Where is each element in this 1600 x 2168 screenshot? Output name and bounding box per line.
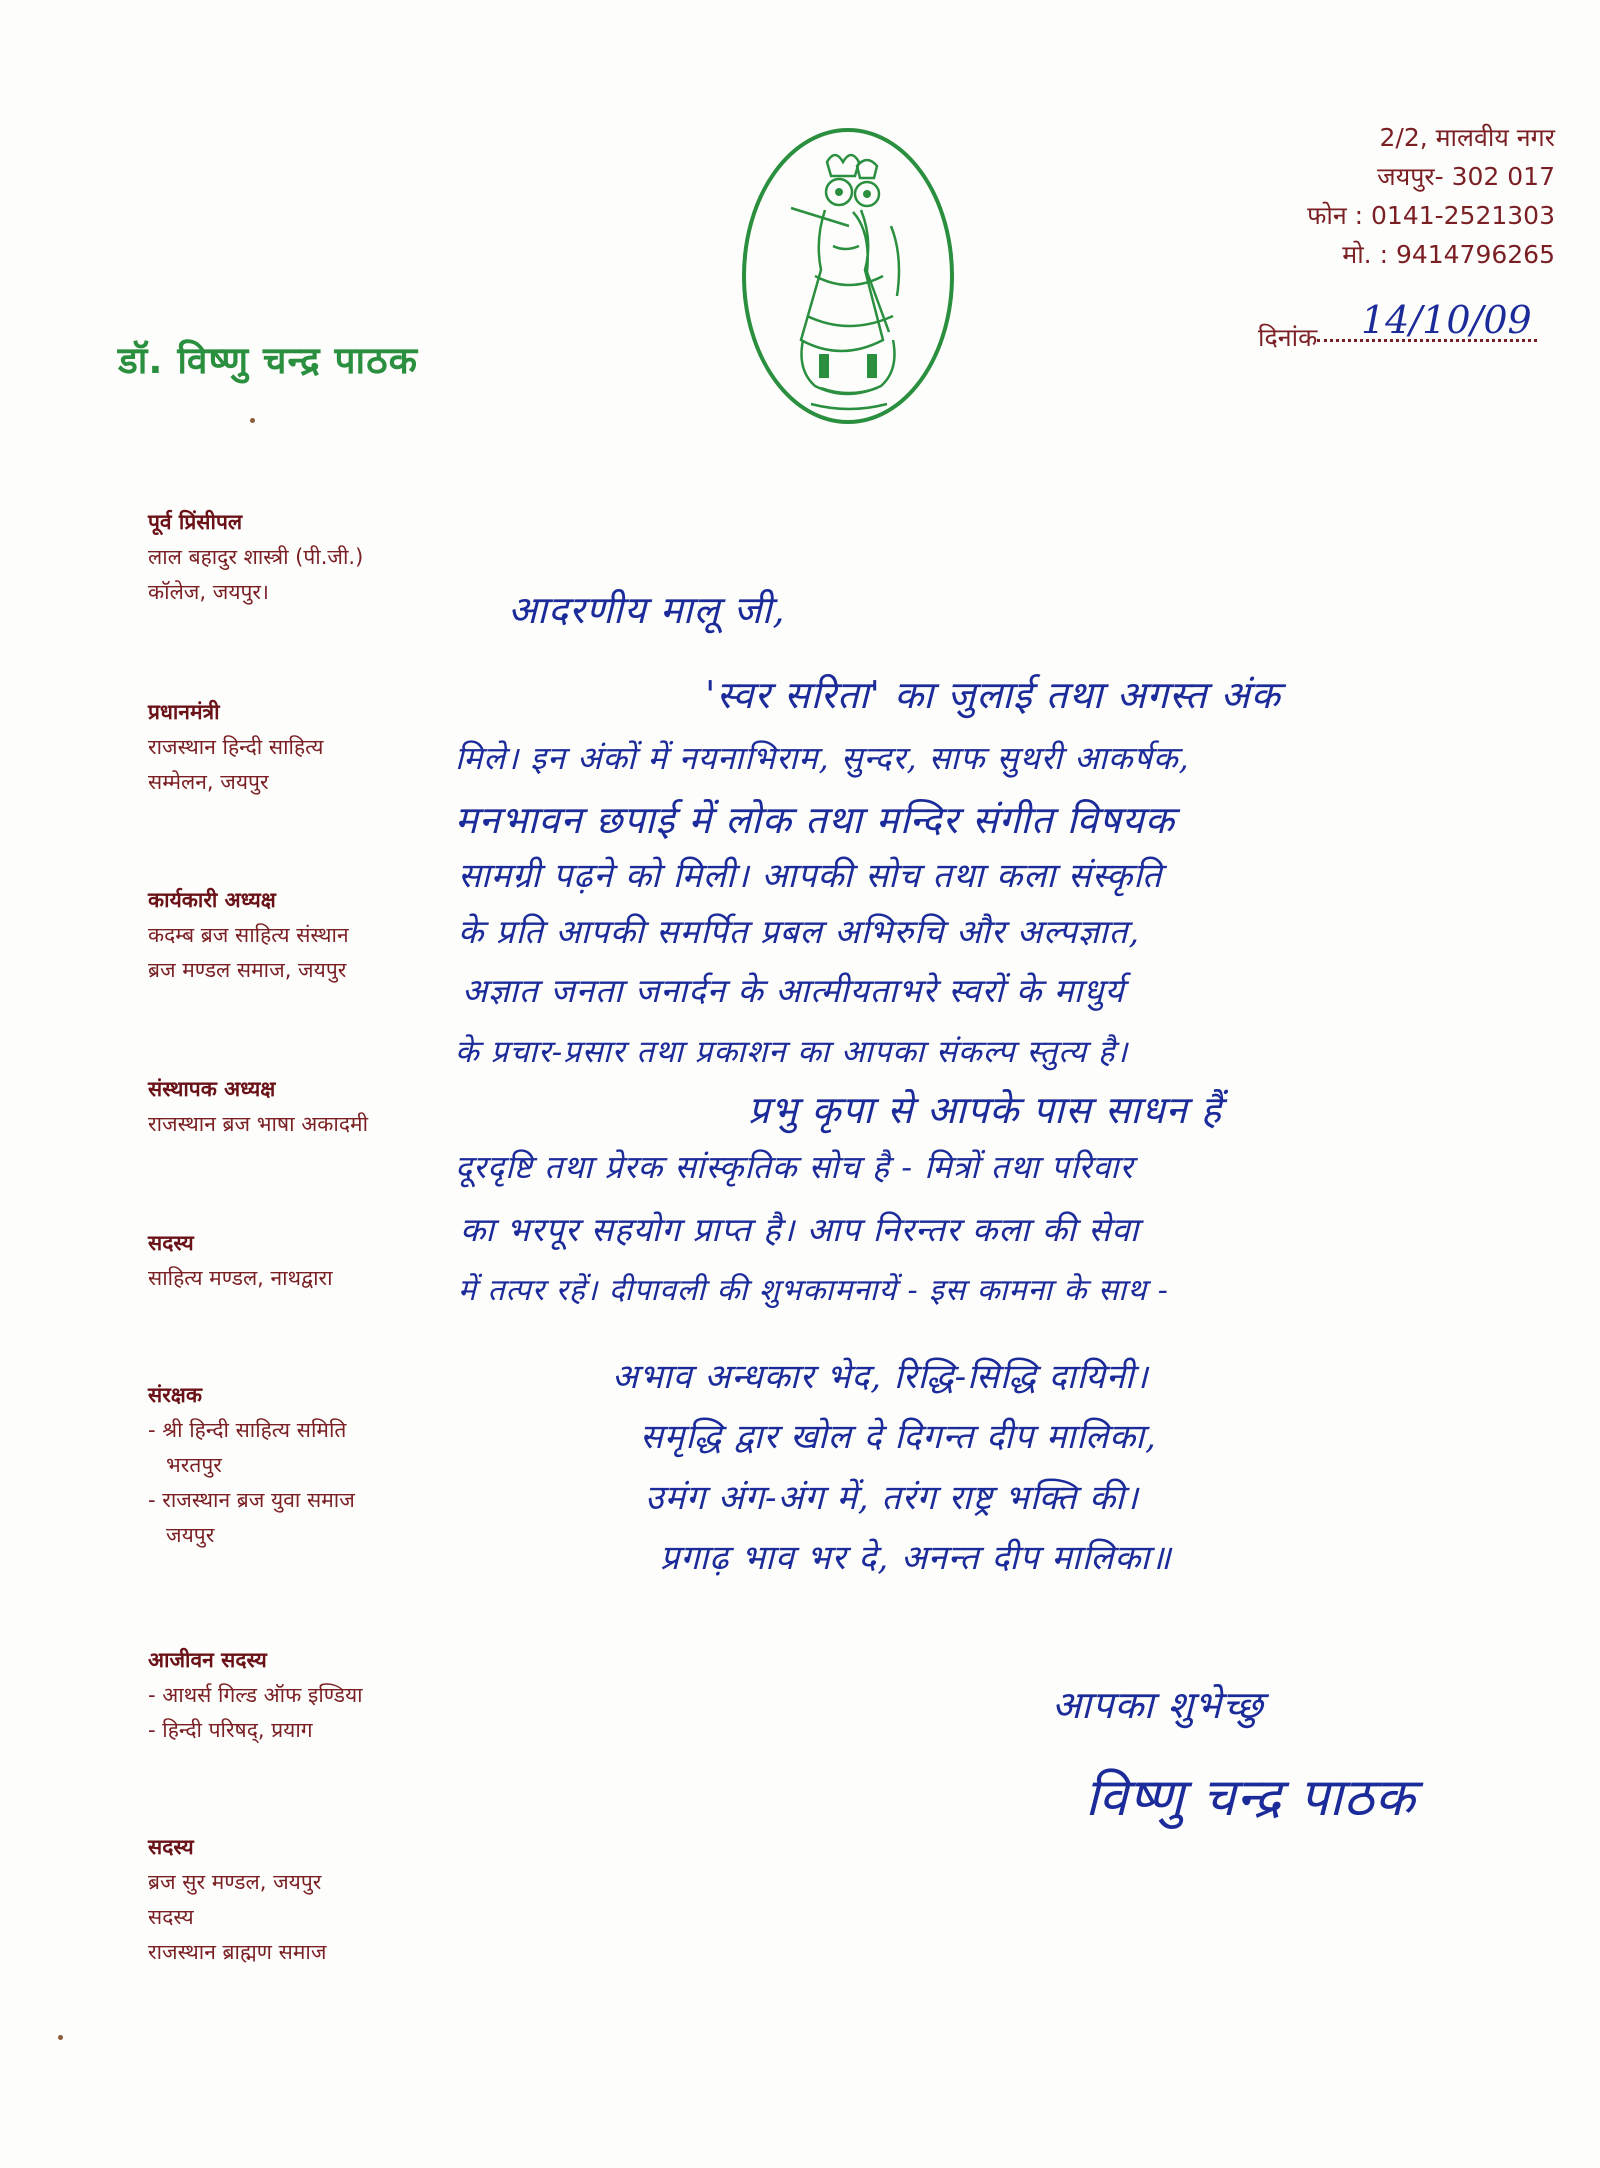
address-line: जयपुर- 302 017: [1377, 162, 1555, 191]
credential-heading: संस्थापक अध्यक्ष: [148, 1077, 276, 1101]
credential-line: साहित्य मण्डल, नाथद्वारा: [148, 1266, 333, 1290]
credential-line: भरतपुर: [166, 1453, 222, 1477]
poem-line: अभाव अन्धकार भेद, रिद्धि-सिद्धि दायिनी।: [612, 1357, 1149, 1397]
credential-heading: सदस्य: [148, 1231, 194, 1255]
credential-group: [148, 1830, 478, 1970]
credential-line: राजस्थान ब्राह्मण समाज: [148, 1940, 327, 1964]
credential-line: कदम्ब ब्रज साहित्य संस्थान: [148, 923, 349, 947]
body-line: का भरपूर सहयोग प्राप्त है। आप निरन्तर कला की सेवा: [460, 1210, 1140, 1249]
body-line: प्रभु कृपा से आपके पास साधन हैं: [748, 1088, 1222, 1132]
sender-name: डॉ. विष्णु चन्द्र पाठक: [118, 339, 418, 382]
phone-line: फोन : 0141-2521303: [1307, 201, 1555, 230]
credential-heading: सदस्य: [148, 1835, 194, 1859]
closing: आपका शुभेच्छु: [1052, 1683, 1264, 1727]
credential-group: [148, 695, 478, 800]
salutation: आदरणीय मालू जी,: [508, 588, 786, 632]
credential-line: सम्मेलन, जयपुर: [148, 770, 269, 794]
date-label: दिनांक: [1258, 323, 1318, 352]
mobile-line: मो. : 9414796265: [1342, 240, 1555, 269]
date-value: 14/10/09: [1361, 298, 1532, 342]
credential-line: राजस्थान हिन्दी साहित्य: [148, 735, 324, 759]
body-line: 'स्वर सरिता' का जुलाई तथा अगस्त अंक: [705, 673, 1281, 717]
body-line: के प्रचार-प्रसार तथा प्रकाशन का आपका संकल्प स्तुत्य है।: [455, 1034, 1129, 1070]
credential-line: - हिन्दी परिषद्, प्रयाग: [148, 1718, 313, 1742]
body-line: मिले। इन अंकों में नयनाभिराम, सुन्दर, साफ सुथरी आकर्षक,: [455, 739, 1190, 777]
scan-speck: [58, 2035, 63, 2040]
signature: विष्णु चन्द्र पाठक: [1085, 1768, 1416, 1828]
credential-line: - राजस्थान ब्रज युवा समाज: [148, 1488, 355, 1512]
credential-group: [148, 883, 478, 988]
body-line: सामग्री पढ़ने को मिली। आपकी सोच तथा कला संस्कृति: [458, 856, 1163, 896]
body-line: दूरदृष्टि तथा प्रेरक सांस्कृतिक सोच है - मित्रों तथा परिवार: [455, 1148, 1134, 1186]
credential-group: [148, 1072, 478, 1142]
credential-line: - श्री हिन्दी साहित्य समिति: [148, 1418, 347, 1442]
credential-heading: संरक्षक: [148, 1383, 202, 1407]
credential-group: [148, 505, 478, 610]
credential-line: ब्रज मण्डल समाज, जयपुर: [148, 958, 347, 982]
address-block: [1307, 118, 1555, 274]
krishna-radha-emblem: [741, 126, 955, 426]
credential-line: जयपुर: [166, 1523, 215, 1547]
credential-heading: आजीवन सदस्य: [148, 1648, 267, 1672]
body-line: के प्रति आपकी समर्पित प्रबल अभिरुचि और अल्पज्ञात,: [458, 912, 1140, 951]
body-line: अज्ञात जनता जनार्दन के आत्मीयताभरे स्वरों के माधुर्य: [462, 971, 1125, 1010]
poem-line: समृद्धि द्वार खोल दे दिगन्त दीप मालिका,: [640, 1417, 1157, 1457]
credential-line: लाल बहादुर शास्त्री (पी.जी.): [148, 545, 364, 569]
credential-group: [148, 1378, 478, 1553]
credential-line: ब्रज सुर मण्डल, जयपुर: [148, 1870, 322, 1894]
body-line: मनभावन छपाई में लोक तथा मन्दिर संगीत विषयक: [455, 798, 1175, 842]
credential-group: [148, 1643, 478, 1748]
credential-heading: कार्यकारी अध्यक्ष: [148, 888, 276, 912]
body-line: में तत्पर रहें। दीपावली की शुभकामनायें - इस कामना के साथ -: [458, 1273, 1169, 1308]
credential-line: - आथर्स गिल्ड ऑफ इण्डिया: [148, 1683, 363, 1707]
credential-line: कॉलेज, जयपुर।: [148, 580, 269, 604]
credential-heading: प्रधानमंत्री: [148, 700, 220, 724]
credential-line: सदस्य: [148, 1905, 194, 1929]
poem-line: उमंग अंग-अंग में, तरंग राष्ट्र भक्ति की।: [645, 1478, 1139, 1518]
credential-line: राजस्थान ब्रज भाषा अकादमी: [148, 1112, 369, 1136]
poem-line: प्रगाढ़ भाव भर दे, अनन्त दीप मालिका॥: [660, 1538, 1172, 1578]
date-field: [1258, 298, 1537, 354]
scan-speck: [250, 418, 255, 423]
credential-heading: पूर्व प्रिंसीपल: [148, 510, 243, 534]
address-line: 2/2, मालवीय नगर: [1379, 123, 1555, 152]
credential-group: [148, 1226, 478, 1296]
